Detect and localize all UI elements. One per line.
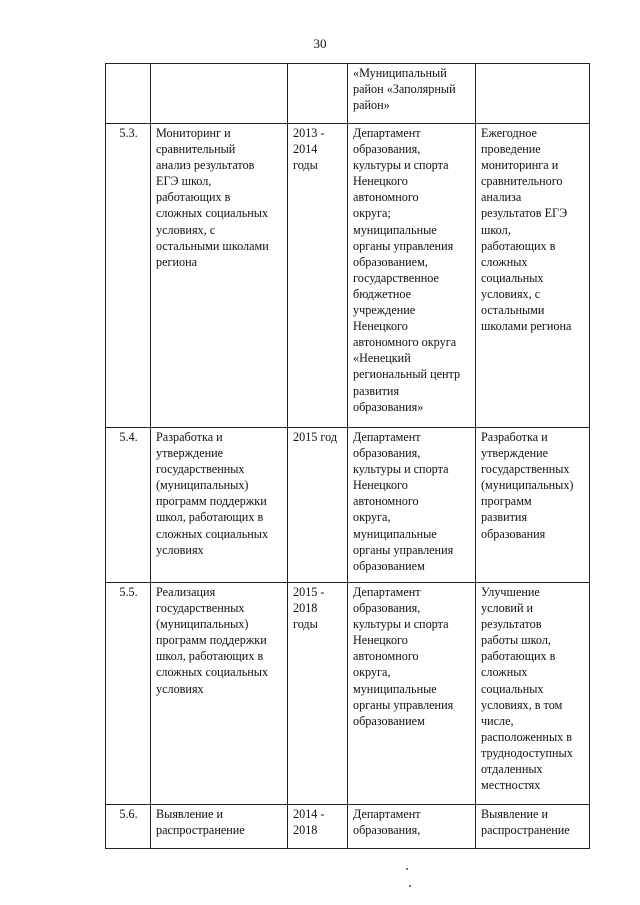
period-cell — [288, 64, 348, 124]
executor-cell: Департамент образования, культуры и спорта Ненецкого автономного округа; муниципальные органы управления образованием, государственное бюджетное учреждение Ненецкого автономного округа «Ненецкий региональный центр развития образования» — [348, 124, 476, 428]
table-row — [106, 428, 590, 583]
scan-speck — [409, 885, 411, 887]
table-row — [106, 805, 590, 849]
result-cell: Улучшение условий и результатов работы школ, работающих в сложных социальных условиях, в том числе, расположенных в труднодоступных отдаленных местностях — [476, 583, 590, 805]
table-row — [106, 64, 590, 124]
activity-cell: Разработка и утверждение государственных (муниципальных) программ поддержки школ, работающих в сложных социальных условиях — [151, 428, 288, 583]
period-cell: 2014 - 2018 — [288, 805, 348, 849]
period-cell: 2013 - 2014 годы — [288, 124, 348, 428]
table-row — [106, 124, 590, 428]
executor-cell: «Муниципальный район «Заполярный район» — [348, 64, 476, 124]
activity-cell: Выявление и распространение — [151, 805, 288, 849]
result-cell — [476, 64, 590, 124]
row-number-cell: 5.3. — [106, 124, 151, 428]
row-number-cell: 5.5. — [106, 583, 151, 805]
activity-cell — [151, 64, 288, 124]
result-cell: Выявление и распространение — [476, 805, 590, 849]
executor-cell: Департамент образования, культуры и спорта Ненецкого автономного округа, муниципальные органы управления образованием — [348, 583, 476, 805]
scan-speck — [406, 868, 408, 870]
activity-cell: Мониторинг и сравнительный анализ результатов ЕГЭ школ, работающих в сложных социальных условиях, с остальными школами региона — [151, 124, 288, 428]
result-cell: Ежегодное проведение мониторинга и сравнительного анализа результатов ЕГЭ школ, работающих в сложных социальных условиях, с остальными школами региона — [476, 124, 590, 428]
executor-cell: Департамент образования, культуры и спорта Ненецкого автономного округа, муниципальные органы управления образованием — [348, 428, 476, 583]
row-number-cell — [106, 64, 151, 124]
table-row — [106, 583, 590, 805]
measures-table — [105, 63, 590, 849]
row-number-cell: 5.6. — [106, 805, 151, 849]
executor-cell: Департамент образования, — [348, 805, 476, 849]
result-cell: Разработка и утверждение государственных (муниципальных) программ развития образования — [476, 428, 590, 583]
period-cell: 2015 год — [288, 428, 348, 583]
period-cell: 2015 - 2018 годы — [288, 583, 348, 805]
row-number-cell: 5.4. — [106, 428, 151, 583]
page-number: 30 — [313, 36, 327, 51]
activity-cell: Реализация государственных (муниципальных) программ поддержки школ, работающих в сложных социальных условиях — [151, 583, 288, 805]
